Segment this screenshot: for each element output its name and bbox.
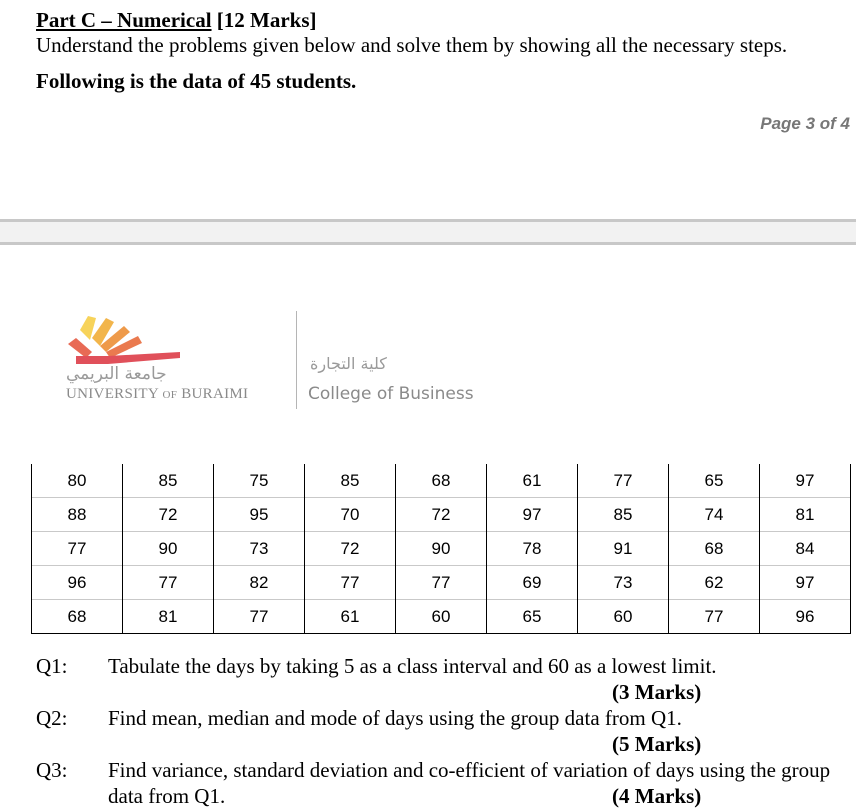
page-separator: [0, 219, 856, 245]
table-cell: 65: [487, 600, 578, 634]
table-cell: 77: [578, 464, 669, 498]
table-cell: 77: [214, 600, 305, 634]
table-cell: 61: [487, 464, 578, 498]
table-cell: 96: [760, 600, 851, 634]
table-row: [32, 498, 851, 532]
university-name-part1: UNIVERSITY: [66, 386, 159, 402]
intro-text: Following is the data of 45 students.: [36, 69, 357, 93]
table-cell: 90: [396, 532, 487, 566]
table-row: [32, 600, 851, 634]
table-row: [32, 532, 851, 566]
question-2-label: Q2:: [36, 706, 68, 730]
table-cell: 60: [396, 600, 487, 634]
table-cell: 62: [669, 566, 760, 600]
table-cell: 68: [396, 464, 487, 498]
logo-ray-6: [76, 352, 180, 364]
page-number: Page 3 of 4: [760, 114, 850, 133]
table-cell: 69: [487, 566, 578, 600]
table-cell: 77: [669, 600, 760, 634]
table-cell: 73: [578, 566, 669, 600]
table-cell: 97: [487, 498, 578, 532]
table-cell: 74: [669, 498, 760, 532]
university-name-of: OF: [162, 389, 178, 401]
table-cell: 60: [578, 600, 669, 634]
table-cell: 90: [123, 532, 214, 566]
logo-ray-5: [68, 338, 92, 358]
university-name-part2: BURAIMI: [181, 386, 249, 402]
logo-divider: [296, 311, 297, 409]
table-cell: 96: [32, 566, 123, 600]
question-3-text: Find variance, standard deviation and co-efficient of variation of days using the group: [108, 758, 831, 782]
table-cell: 78: [487, 532, 578, 566]
table-cell: 77: [32, 532, 123, 566]
part-title: [36, 8, 317, 32]
table-cell: 77: [396, 566, 487, 600]
table-cell: 72: [123, 498, 214, 532]
table-cell: 95: [214, 498, 305, 532]
university-name-arabic: جامعة البريمي: [66, 364, 167, 384]
college-name-arabic: كلية التجارة: [310, 354, 387, 373]
table-cell: 68: [669, 532, 760, 566]
question-3-label: Q3:: [36, 758, 68, 782]
table-cell: 81: [123, 600, 214, 634]
table-cell: 70: [305, 498, 396, 532]
question-2-marks: (5 Marks): [612, 732, 702, 756]
part-marks: [12 Marks]: [211, 8, 317, 32]
table-cell: 85: [123, 464, 214, 498]
instruction-text: Understand the problems given below and solve them by showing all the necessary steps.: [36, 33, 788, 57]
university-name-english: [66, 386, 248, 403]
table-cell: 97: [760, 566, 851, 600]
question-3-marks: (4 Marks): [612, 784, 702, 808]
question-3-text-continued: data from Q1.: [108, 784, 226, 808]
table-cell: 72: [305, 532, 396, 566]
question-1-marks: (3 Marks): [612, 680, 702, 704]
question-1-label: Q1:: [36, 654, 68, 678]
question-1-text: Tabulate the days by taking 5 as a class interval and 60 as a lowest limit.: [108, 654, 717, 678]
table-cell: 88: [32, 498, 123, 532]
university-logo-icon: [62, 316, 192, 366]
question-2-text: Find mean, median and mode of days using the group data from Q1.: [108, 706, 682, 730]
student-data-table: [31, 464, 851, 634]
table-cell: 80: [32, 464, 123, 498]
table-cell: 91: [578, 532, 669, 566]
table-cell: 77: [123, 566, 214, 600]
table-cell: 77: [305, 566, 396, 600]
table-cell: 82: [214, 566, 305, 600]
table-cell: 65: [669, 464, 760, 498]
table-cell: 61: [305, 600, 396, 634]
table-row: [32, 566, 851, 600]
table-cell: 85: [578, 498, 669, 532]
table-cell: 73: [214, 532, 305, 566]
college-name-english: College of Business: [308, 384, 474, 404]
table-cell: 72: [396, 498, 487, 532]
part-title-text: Part C – Numerical: [36, 8, 212, 32]
table-cell: 97: [760, 464, 851, 498]
table-cell: 84: [760, 532, 851, 566]
table-cell: 75: [214, 464, 305, 498]
table-row: [32, 464, 851, 498]
table-cell: 68: [32, 600, 123, 634]
table-cell: 85: [305, 464, 396, 498]
table-cell: 81: [760, 498, 851, 532]
